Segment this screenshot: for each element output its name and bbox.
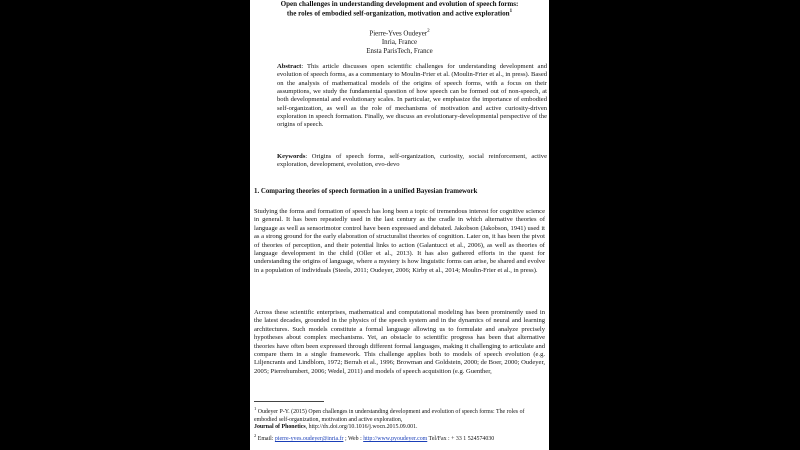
footnotes [254,405,545,444]
footnote-1 [254,405,545,432]
keywords-text: : Origins of speech forms, self-organization, curiosity, social reinforcement, active exploration, development, evolution, evo-devo [277,153,547,169]
footnote-2-web-label: ; Web : [343,436,364,443]
footnote-1-mark: 1 [254,406,257,411]
body-paragraph-2: Across these scientific enterprises, mathematical and computational modeling has been prominently used in the latest decades, grounded in the physics of the speech system and in the dynamics of neural and learning architectures. Such models constitute a formal language allowing us to formulate and analyze precisely hypotheses about complex mechanisms. Yet, an obstacle to scientific progress has been that alternative theories have often been expressed through different formal languages, making it challenging to articulate and compare them in a single framework. This challenge applies both to models of speech evolution (e.g. Liljencrants and Lindblom, 1972; Berrah et al., 1996; Browman and Goldstein, 2000; de Boer, 2000; Oudeyer, 2005; Pierrehumbert, 2006; Wedel, 2011) and models of speech acquisition (e.g. Guenther, [254,309,545,375]
email-link[interactable]: pierre-yves.oudeyer@inria.fr [274,436,344,443]
website-link[interactable]: http://www.pyoudeyer.com [363,436,428,443]
affiliation-2: Ensta ParisTech, France [366,47,433,55]
abstract [277,63,547,130]
keywords-label: Keywords [277,153,306,160]
footnote-1-doi: , http://dx.doi.org/10.1016/j.wocn.2015.09.001. [305,424,418,431]
footnote-2-email-label: Email: [256,436,275,443]
section-heading: 1. Comparing theories of speech formation in a unified Bayesian framework [254,188,478,195]
body-paragraph-1: Studying the forms and formation of speech has long been a topic of tremendous interest for cognitive science in general. It has been repeatedly used in the last century as the cradle in which alternative theories of language as well as sensorimotor control have been expressed and debated. Jakobson (Jakobson, 1941) used it as a strong ground for the early elaboration of structuralist theories of cognition. Later on, it has been the pivot of theories of perception, and their potential links to action (Galantucci et al., 2006), as well as theories of language development in the child (Oller et al., 2013). It has also gathered efforts in the quest for understanding the origins of language, where a mystery is how linguistic forms can arise, be shared and evolve in a population of individuals (Steels, 2011; Oudeyer, 2006; Kirby et al., 2014; Moulin-Frier et al., in press). [254,208,545,274]
abstract-text: : This article discusses open scientific challenges for understanding development and evolution of speech forms, as a commentary to Moulin-Frier et al. (Moulin-Frier et al., in press). Based on the analysis of mathematical models of the origins of speech forms, with a focus on their assumptions, we study the fundamental question of how speech can be formed out of non-speech, at both developmental and evolutionary scales. In particular, we emphasize the importance of embodied self-organization, as well as the role of mechanisms of motivation and active curiosity-driven exploration in speech formation. Finally, we discuss an evolutionary-developmental perspective of the origins of speech. [277,63,547,129]
affiliation-1: Inria, France [381,39,418,47]
abstract-label: Abstract [277,63,302,70]
author-block [254,28,545,57]
title-line-1: Open challenges in understanding development and evolution of speech forms: [280,0,519,8]
author-footnote-mark: 2 [427,29,430,34]
author-name: Pierre-Yves Oudeyer [369,30,428,38]
title-footnote-mark: 1 [509,9,513,15]
footnote-divider [254,401,324,402]
footnote-1-journal: Journal of Phonetics [254,424,306,431]
paper-page [250,0,549,450]
footnote-2-tel: Tel/Fax : + 33 1 524574030 [427,436,495,443]
footnote-2 [254,432,545,444]
paper-title [254,0,545,18]
title-line-2: the roles of embodied self-organization, motivation and active exploration [286,9,510,18]
footnote-2-mark: 2 [254,433,257,439]
keywords [277,153,547,170]
footnote-1-text: Oudeyer P-Y. (2015) Open challenges in understanding development and evolution of speech forms: The roles of embodied self-organization, motivation and active exploration, [254,408,525,423]
